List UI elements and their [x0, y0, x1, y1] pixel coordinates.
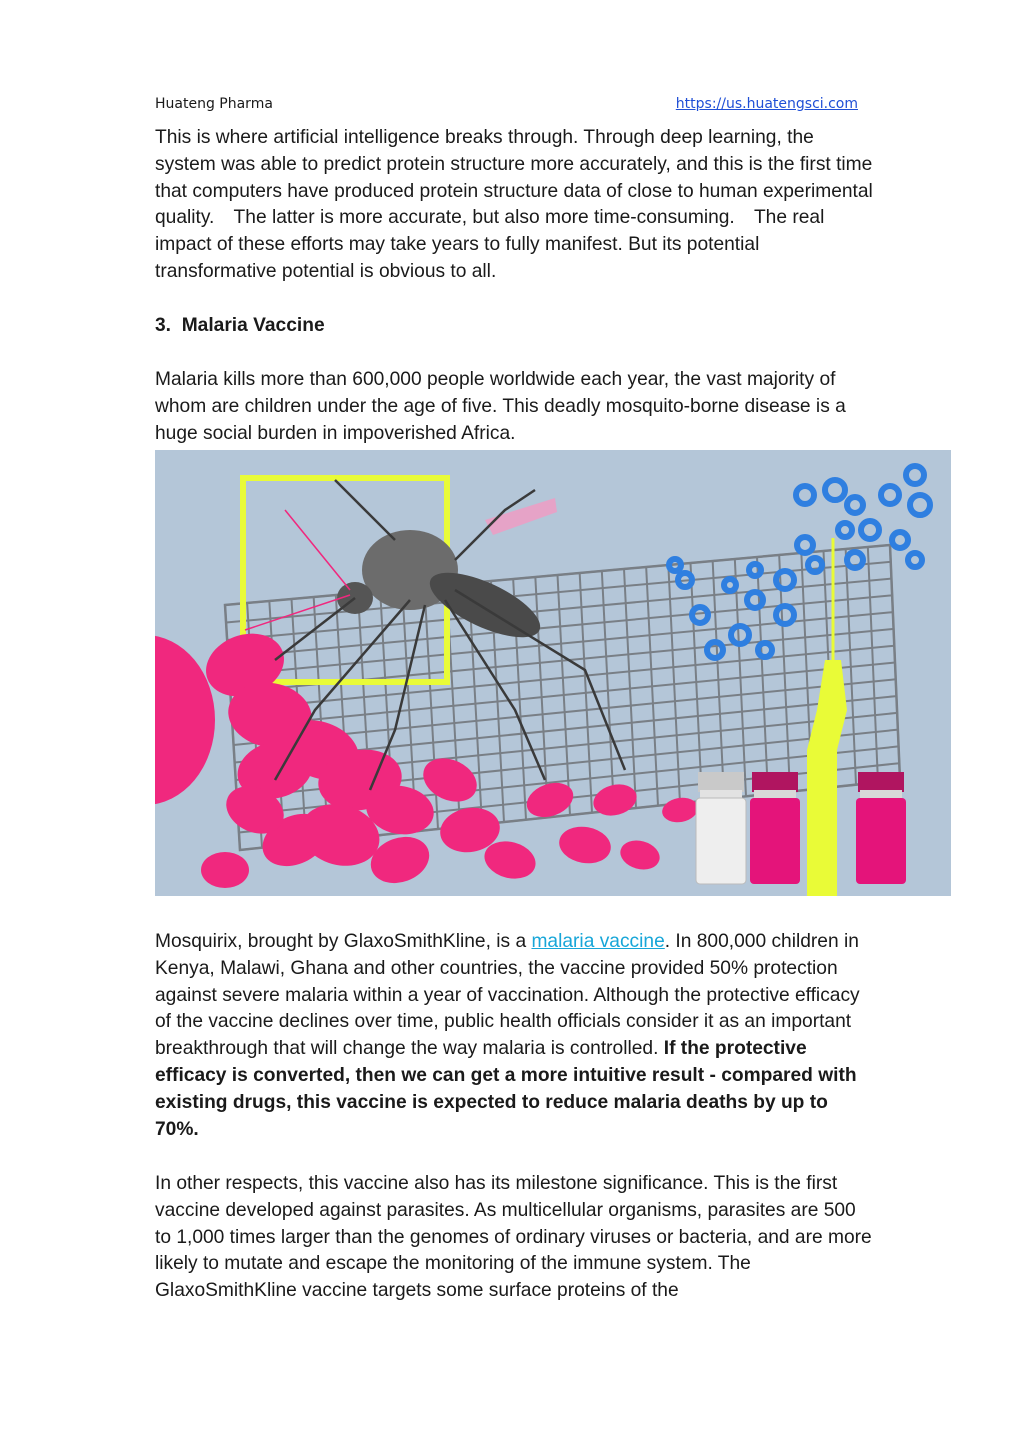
malaria-vaccine-link[interactable]: malaria vaccine — [531, 931, 665, 952]
company-name: Huateng Pharma — [155, 96, 273, 112]
company-url-link[interactable]: https://us.huatengsci.com — [675, 96, 858, 112]
malaria-vaccine-illustration — [155, 450, 951, 896]
mosquirix-paragraph — [155, 929, 875, 1143]
mosquirix-text-start: Mosquirix, brought by GlaxoSmithKline, is a — [155, 931, 532, 952]
intro-paragraph: This is where artificial intelligence breaks through. Through deep learning, the system was able to predict protein structure more accurately, and this is the first time that computers have produced protein structure data of close to human experimental quality. The latter is more accurate, but also more time-consuming. The real impact of these efforts may take years to fully manifest. But its potential transformative potential is obvious to all. — [155, 127, 873, 282]
mosquirix-bold-text: If the protective efficacy is converted, then we can get a more intuitive result - compared with existing drugs, this vaccine is expected to reduce malaria deaths by up to 70%. — [155, 1038, 857, 1140]
mosquirix-text-middle: . In 800,000 children in Kenya, Malawi, Ghana and other countries, the vaccine provided 50% protection against severe malaria within a year of vaccination. Although the protective efficacy of the vaccine declines over time, public health officials consider it as an important breakthrough that will change the way malaria is controlled. — [155, 931, 860, 1060]
section-title: Malaria Vaccine — [181, 315, 325, 336]
section-heading — [155, 313, 875, 340]
section-number: 3. — [155, 315, 172, 336]
malaria-paragraph: Malaria kills more than 600,000 people worldwide each year, the vast majority of whom are children under the age of five. This deadly mosquito-borne disease is a huge social burden in impoverished Africa. — [155, 369, 846, 444]
milestone-paragraph: In other respects, this vaccine also has its milestone significance. This is the first vaccine developed against parasites. As multicellular organisms, parasites are 500 to 1,000 times larger than the genomes of ordinary viruses or bacteria, and are more likely to mutate and escape the monitoring of the immune system. The GlaxoSmithKline vaccine targets some surface proteins of the — [155, 1173, 872, 1302]
page-header — [155, 96, 858, 116]
